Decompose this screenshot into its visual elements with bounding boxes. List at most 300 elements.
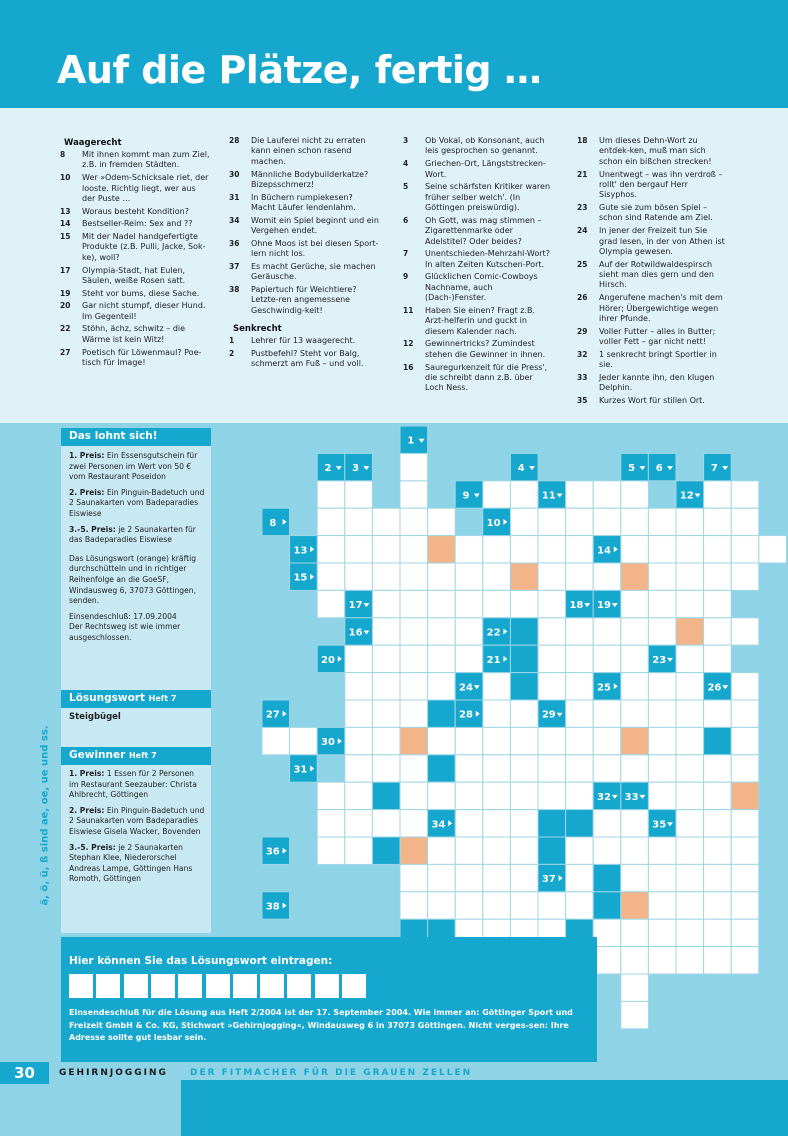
grid-cell[interactable] xyxy=(566,481,594,508)
grid-cell[interactable] xyxy=(372,700,400,727)
grid-cell[interactable] xyxy=(538,645,566,672)
grid-cell[interactable] xyxy=(566,700,594,727)
grid-cell[interactable] xyxy=(372,727,400,754)
solution-cell[interactable] xyxy=(400,727,428,754)
grid-cell[interactable] xyxy=(483,536,511,563)
grid-cell[interactable] xyxy=(566,508,594,535)
grid-cell[interactable] xyxy=(704,481,732,508)
grid-clue-number: 8 xyxy=(269,517,277,529)
clue-number: 37 xyxy=(229,261,240,271)
grid-clue-number: 36 xyxy=(265,846,280,858)
grid-cell[interactable] xyxy=(704,810,732,837)
grid-cell[interactable] xyxy=(648,947,676,974)
grid-cell[interactable] xyxy=(676,892,704,919)
solution-header: Lösungswort Heft 7 xyxy=(61,690,211,708)
grid-cell[interactable] xyxy=(676,508,704,535)
clue-text: Papiertuch für Weichtiere? Letzte-ren angemessene Geschwindig-keit! xyxy=(251,285,357,315)
grid-cell[interactable] xyxy=(317,481,345,508)
magazine-brand: GEHIRNJOGGING xyxy=(59,1068,168,1078)
grid-cell[interactable] xyxy=(400,536,428,563)
grid-cell[interactable] xyxy=(621,947,649,974)
grid-cell[interactable] xyxy=(759,536,787,563)
grid-cell[interactable] xyxy=(483,892,511,919)
grid-cell[interactable] xyxy=(731,481,759,508)
grid-cell[interactable] xyxy=(593,727,621,754)
grid-cell[interactable] xyxy=(648,508,676,535)
grid-cell[interactable] xyxy=(621,755,649,782)
grid-cell[interactable] xyxy=(428,837,456,864)
grid-cell[interactable] xyxy=(372,536,400,563)
grid-cell[interactable] xyxy=(704,700,732,727)
entry-title: Hier können Sie das Lösungswort eintragen: xyxy=(69,955,333,967)
grid-cell[interactable] xyxy=(455,563,483,590)
clue-text: Ohne Moos ist bei diesen Sport-lern nicht los. xyxy=(251,238,379,259)
grid-cell[interactable] xyxy=(593,645,621,672)
clue-number: 38 xyxy=(229,285,240,295)
grid-cell[interactable] xyxy=(648,837,676,864)
grid-cell[interactable] xyxy=(731,727,759,754)
grid-cell[interactable] xyxy=(566,673,594,700)
grid-cell[interactable] xyxy=(676,947,704,974)
grid-cell[interactable] xyxy=(593,563,621,590)
clue-text: Gewinnertricks? Zumindest stehen die Gewinner in ihnen. xyxy=(425,339,546,359)
grid-cell[interactable] xyxy=(510,755,538,782)
grid-cell[interactable] xyxy=(538,618,566,645)
clue-number: 9 xyxy=(403,272,409,282)
grid-cell[interactable] xyxy=(455,810,483,837)
grid-cell[interactable] xyxy=(510,536,538,563)
grid-cell[interactable] xyxy=(731,508,759,535)
block-cell xyxy=(372,782,400,809)
block-cell xyxy=(510,618,538,645)
grid-cell[interactable] xyxy=(538,536,566,563)
grid-cell[interactable] xyxy=(510,810,538,837)
clue-number: 28 xyxy=(229,136,240,145)
grid-cell[interactable] xyxy=(317,810,345,837)
grid-cell[interactable] xyxy=(593,755,621,782)
grid-clue-number: 38 xyxy=(265,901,280,913)
grid-cell[interactable] xyxy=(731,864,759,891)
grid-cell[interactable] xyxy=(400,700,428,727)
clue-text: Pustbefehl? Steht vor Balg, schmerzt am Fuß – und voll. xyxy=(251,348,364,369)
grid-cell[interactable] xyxy=(593,508,621,535)
grid-cell[interactable] xyxy=(400,645,428,672)
solution-cell[interactable] xyxy=(621,892,649,919)
solution-letter-box[interactable] xyxy=(287,974,311,998)
grid-cell[interactable] xyxy=(704,508,732,535)
clue-text: Kurzes Wort für stillen Ort. xyxy=(599,396,705,406)
clue-number: 1 xyxy=(229,336,235,346)
grid-cell[interactable] xyxy=(428,618,456,645)
grid-cell[interactable] xyxy=(510,508,538,535)
grid-cell[interactable] xyxy=(345,563,373,590)
solution-cell[interactable] xyxy=(428,536,456,563)
grid-cell[interactable] xyxy=(704,590,732,617)
grid-cell[interactable] xyxy=(538,508,566,535)
grid-cell[interactable] xyxy=(372,810,400,837)
grid-cell[interactable] xyxy=(345,645,373,672)
grid-cell[interactable] xyxy=(428,892,456,919)
grid-cell[interactable] xyxy=(676,645,704,672)
grid-cell[interactable] xyxy=(566,727,594,754)
grid-cell[interactable] xyxy=(704,782,732,809)
grid-cell[interactable] xyxy=(621,536,649,563)
grid-cell[interactable] xyxy=(538,892,566,919)
clue-text: Gute sie zum bösen Spiel – schon sind Ratende am Ziel. xyxy=(599,203,713,223)
grid-cell[interactable] xyxy=(372,645,400,672)
grid-cell[interactable] xyxy=(621,837,649,864)
grid-cell[interactable] xyxy=(400,810,428,837)
clue-number: 8 xyxy=(60,150,66,159)
grid-cell[interactable] xyxy=(483,563,511,590)
grid-cell[interactable] xyxy=(483,590,511,617)
grid-cell[interactable] xyxy=(648,673,676,700)
prizes-header: Das lohnt sich! xyxy=(61,428,211,446)
grid-clue-number: 17 xyxy=(348,600,363,612)
grid-cell[interactable] xyxy=(400,481,428,508)
grid-cell[interactable] xyxy=(345,481,373,508)
grid-cell[interactable] xyxy=(676,837,704,864)
grid-cell[interactable] xyxy=(648,919,676,946)
grid-cell[interactable] xyxy=(400,755,428,782)
grid-cell[interactable] xyxy=(593,919,621,946)
clue-text: Auf der Rotwildwaldespirsch sieht man dies gern und den Hirsch. xyxy=(599,259,714,290)
solution-entry-box xyxy=(61,937,597,1062)
grid-cell[interactable] xyxy=(621,673,649,700)
grid-cell[interactable] xyxy=(566,645,594,672)
grid-cell[interactable] xyxy=(621,700,649,727)
grid-clue-number: 31 xyxy=(293,764,308,776)
grid-cell[interactable] xyxy=(372,508,400,535)
grid-cell[interactable] xyxy=(510,590,538,617)
grid-cell[interactable] xyxy=(400,453,428,480)
grid-clue-number: 19 xyxy=(597,600,611,612)
grid-cell[interactable] xyxy=(538,673,566,700)
solution-letter-box[interactable] xyxy=(69,974,93,998)
grid-cell[interactable] xyxy=(593,947,621,974)
grid-cell[interactable] xyxy=(345,700,373,727)
grid-cell[interactable] xyxy=(648,618,676,645)
grid-cell[interactable] xyxy=(483,755,511,782)
grid-cell[interactable] xyxy=(400,618,428,645)
grid-cell[interactable] xyxy=(317,590,345,617)
block-cell xyxy=(538,837,566,864)
grid-cell[interactable] xyxy=(566,892,594,919)
grid-cell[interactable] xyxy=(676,782,704,809)
grid-cell[interactable] xyxy=(566,755,594,782)
senkrecht-heading: Senkrecht xyxy=(233,324,282,335)
grid-cell[interactable] xyxy=(538,590,566,617)
prize-text: je 2 Saunakarten für das Badeparadies Eiswiese xyxy=(69,524,196,545)
grid-cell[interactable] xyxy=(455,536,483,563)
grid-clue-number: 23 xyxy=(652,654,667,666)
grid-cell[interactable] xyxy=(731,810,759,837)
grid-cell[interactable] xyxy=(400,590,428,617)
grid-cell[interactable] xyxy=(400,508,428,535)
grid-clue-number: 24 xyxy=(459,682,473,694)
grid-cell[interactable] xyxy=(593,837,621,864)
grid-cell[interactable] xyxy=(510,481,538,508)
legal-text: Der Rechtsweg ist wie immer ausgeschlossen. xyxy=(69,622,181,642)
solution-letter-box[interactable] xyxy=(206,974,230,998)
solution-letter-box[interactable] xyxy=(96,974,120,998)
grid-cell[interactable] xyxy=(345,837,373,864)
grid-cell[interactable] xyxy=(290,727,318,754)
grid-cell[interactable] xyxy=(621,618,649,645)
grid-cell[interactable] xyxy=(400,892,428,919)
grid-cell[interactable] xyxy=(510,727,538,754)
grid-cell[interactable] xyxy=(317,837,345,864)
grid-cell[interactable] xyxy=(621,919,649,946)
grid-clue-number: 32 xyxy=(597,791,611,803)
grid-cell[interactable] xyxy=(621,974,649,1001)
grid-cell[interactable] xyxy=(455,645,483,672)
grid-cell[interactable] xyxy=(428,563,456,590)
grid-cell[interactable] xyxy=(317,782,345,809)
grid-cell[interactable] xyxy=(593,618,621,645)
grid-cell[interactable] xyxy=(731,618,759,645)
grid-cell[interactable] xyxy=(648,864,676,891)
grid-cell[interactable] xyxy=(704,536,732,563)
grid-cell[interactable] xyxy=(621,645,649,672)
grid-cell[interactable] xyxy=(372,618,400,645)
prize-text: Ein Pinguin-Badetuch und 2 Saunakarten vom Badeparadies Eiswiese xyxy=(69,487,205,518)
grid-cell[interactable] xyxy=(731,700,759,727)
grid-cell[interactable] xyxy=(566,864,594,891)
grid-cell[interactable] xyxy=(731,919,759,946)
grid-cell[interactable] xyxy=(483,837,511,864)
grid-cell[interactable] xyxy=(566,837,594,864)
grid-cell[interactable] xyxy=(455,782,483,809)
grid-cell[interactable] xyxy=(262,727,290,754)
grid-clue-number: 16 xyxy=(348,627,363,639)
solution-letter-box[interactable] xyxy=(178,974,202,998)
clue-text: Gar nicht stumpf, dieser Hund. Im Gegenteil! xyxy=(82,301,206,321)
grid-cell[interactable] xyxy=(372,673,400,700)
grid-cell[interactable] xyxy=(538,755,566,782)
grid-cell[interactable] xyxy=(648,700,676,727)
grid-cell[interactable] xyxy=(455,892,483,919)
grid-cell[interactable] xyxy=(621,1001,649,1028)
prize-text: Ein Essensgutschein für zwei Personen im Wert von 50 € vom Restaurant Poseidon xyxy=(69,451,198,482)
entry-text: Einsendeschluß für die Lösung aus Heft 2/2004 ist der 17. September 2004. Wie immer an: Göttinger Sport und Freizeit GmbH & Co. KG, Stichwort »Gehirnjogging«, Windausweg 6 in 37073 Göttingen. Nicht verges-sen: Ihre Adresse sollte gut lesbar sein. xyxy=(69,1008,573,1042)
grid-cell[interactable] xyxy=(648,755,676,782)
clue-text: Poetisch für Löwenmaul? Poe-tisch für Image! xyxy=(82,347,202,367)
grid-cell[interactable] xyxy=(372,563,400,590)
block-cell xyxy=(510,645,538,672)
grid-cell[interactable] xyxy=(704,618,732,645)
grid-cell[interactable] xyxy=(731,837,759,864)
grid-cell[interactable] xyxy=(317,563,345,590)
grid-cell[interactable] xyxy=(648,536,676,563)
grid-cell[interactable] xyxy=(400,563,428,590)
grid-cell[interactable] xyxy=(593,700,621,727)
clue-number: 25 xyxy=(577,259,588,269)
grid-cell[interactable] xyxy=(676,700,704,727)
grid-cell[interactable] xyxy=(455,864,483,891)
grid-cell[interactable] xyxy=(455,755,483,782)
solution-cell[interactable] xyxy=(731,782,759,809)
grid-cell[interactable] xyxy=(400,864,428,891)
grid-cell[interactable] xyxy=(428,645,456,672)
solution-letter-box[interactable] xyxy=(233,974,257,998)
block-cell xyxy=(428,700,456,727)
grid-cell[interactable] xyxy=(455,590,483,617)
grid-clue-number: 13 xyxy=(293,545,308,557)
grid-clue-number: 33 xyxy=(624,791,639,803)
grid-cell[interactable] xyxy=(676,673,704,700)
grid-cell[interactable] xyxy=(483,727,511,754)
grid-cell[interactable] xyxy=(510,700,538,727)
grid-cell[interactable] xyxy=(648,782,676,809)
grid-cell[interactable] xyxy=(455,837,483,864)
grid-cell[interactable] xyxy=(593,481,621,508)
solution-letter-box[interactable] xyxy=(260,974,284,998)
grid-cell[interactable] xyxy=(345,508,373,535)
grid-cell[interactable] xyxy=(455,727,483,754)
instructions-text: Das Lösungswort (orange) kräftig durchschütteln und in richtiger Reihenfolge an die GoeSF, Windausweg 6, 37073 Göttingen, senden. xyxy=(69,553,197,606)
grid-cell[interactable] xyxy=(593,810,621,837)
grid-cell[interactable] xyxy=(538,727,566,754)
grid-cell[interactable] xyxy=(483,864,511,891)
grid-cell[interactable] xyxy=(428,508,456,535)
grid-cell[interactable] xyxy=(731,563,759,590)
solution-cell[interactable] xyxy=(621,563,649,590)
grid-cell[interactable] xyxy=(704,864,732,891)
grid-cell[interactable] xyxy=(372,590,400,617)
grid-cell[interactable] xyxy=(676,864,704,891)
grid-clue-number: 10 xyxy=(486,517,501,529)
clue-text: Oh Gott, was mag stimmen – Zigarettenmarke oder Adelstitel? Oder beides? xyxy=(425,215,542,246)
grid-cell[interactable] xyxy=(704,947,732,974)
grid-cell[interactable] xyxy=(731,892,759,919)
grid-cell[interactable] xyxy=(566,563,594,590)
grid-cell[interactable] xyxy=(676,536,704,563)
grid-cell[interactable] xyxy=(510,864,538,891)
grid-cell[interactable] xyxy=(428,864,456,891)
grid-cell[interactable] xyxy=(317,536,345,563)
grid-cell[interactable] xyxy=(566,536,594,563)
grid-cell[interactable] xyxy=(676,563,704,590)
grid-cell[interactable] xyxy=(400,673,428,700)
grid-cell[interactable] xyxy=(400,782,428,809)
grid-cell[interactable] xyxy=(731,947,759,974)
grid-cell[interactable] xyxy=(648,563,676,590)
grid-cell[interactable] xyxy=(648,892,676,919)
grid-cell[interactable] xyxy=(648,590,676,617)
grid-cell[interactable] xyxy=(676,755,704,782)
prize-text: je 2 Saunakarten Stephan Klee, Niederorschel Andreas Lampe, Göttingen Hans Romoth, Göttingen xyxy=(69,842,193,884)
grid-cell[interactable] xyxy=(731,755,759,782)
clue-number: 26 xyxy=(577,293,588,303)
grid-cell[interactable] xyxy=(455,618,483,645)
clue-text: Olympia-Stadt, hat Eulen, Säulen, weiße Rosen satt. xyxy=(82,265,186,285)
solution-cell[interactable] xyxy=(676,618,704,645)
grid-cell[interactable] xyxy=(510,892,538,919)
grid-cell[interactable] xyxy=(428,727,456,754)
grid-cell[interactable] xyxy=(704,892,732,919)
grid-cell[interactable] xyxy=(648,727,676,754)
grid-cell[interactable] xyxy=(428,590,456,617)
grid-cell[interactable] xyxy=(345,755,373,782)
grid-clue-number: 11 xyxy=(541,490,556,502)
grid-cell[interactable] xyxy=(676,810,704,837)
grid-cell[interactable] xyxy=(483,481,511,508)
grid-cell[interactable] xyxy=(704,645,732,672)
clue-number: 19 xyxy=(60,288,71,298)
grid-cell[interactable] xyxy=(345,727,373,754)
grid-cell[interactable] xyxy=(372,755,400,782)
prize-label: 1. Preis: xyxy=(69,451,105,460)
solution-cell[interactable] xyxy=(621,727,649,754)
grid-cell[interactable] xyxy=(345,810,373,837)
grid-cell[interactable] xyxy=(704,837,732,864)
grid-cell[interactable] xyxy=(566,618,594,645)
solution-letter-box[interactable] xyxy=(342,974,366,998)
grid-cell[interactable] xyxy=(483,700,511,727)
grid-cell[interactable] xyxy=(621,481,649,508)
clue-text: Mit ihnen kommt man zum Ziel, z.B. in fremden Städten. xyxy=(82,150,210,170)
grid-cell[interactable] xyxy=(345,782,373,809)
grid-cell[interactable] xyxy=(731,536,759,563)
clue-number: 33 xyxy=(577,372,588,382)
grid-cell[interactable] xyxy=(676,727,704,754)
grid-cell[interactable] xyxy=(566,782,594,809)
grid-cell[interactable] xyxy=(704,919,732,946)
grid-clue-number: 20 xyxy=(321,654,335,666)
clue-text: In jener der Freizeit tun Sie grad lesen, in der von Athen ist Olympia gewesen. xyxy=(599,226,725,256)
grid-cell[interactable] xyxy=(483,673,511,700)
solution-cell[interactable] xyxy=(400,837,428,864)
grid-cell[interactable] xyxy=(510,837,538,864)
prize-label: 2. Preis: xyxy=(69,805,105,815)
clue-text: Womit ein Spiel beginnt und ein Vergehen endet. xyxy=(251,215,379,236)
grid-cell[interactable] xyxy=(676,590,704,617)
grid-cell[interactable] xyxy=(704,755,732,782)
grid-cell[interactable] xyxy=(483,810,511,837)
solution-cell[interactable] xyxy=(510,563,538,590)
clue-text: Voller Futter – alles in Butter; voller Fett – gar nicht nett! xyxy=(599,326,716,347)
grid-cell[interactable] xyxy=(510,782,538,809)
clue-number: 34 xyxy=(229,215,240,225)
grid-cell[interactable] xyxy=(704,563,732,590)
solution-word: Steigbügel xyxy=(69,712,121,722)
solution-letter-box[interactable] xyxy=(315,974,339,998)
grid-cell[interactable] xyxy=(621,590,649,617)
grid-cell[interactable] xyxy=(621,810,649,837)
grid-cell[interactable] xyxy=(428,673,456,700)
grid-cell[interactable] xyxy=(538,563,566,590)
grid-clue-number: 22 xyxy=(486,627,501,639)
grid-cell[interactable] xyxy=(428,782,456,809)
grid-cell[interactable] xyxy=(731,673,759,700)
grid-cell[interactable] xyxy=(621,864,649,891)
grid-cell[interactable] xyxy=(621,508,649,535)
grid-clue-number: 18 xyxy=(569,600,584,612)
grid-cell[interactable] xyxy=(317,508,345,535)
clue-text: In Büchern rumpiekesen? Macht Läufer lendenlahm. xyxy=(251,192,356,213)
grid-cell[interactable] xyxy=(345,536,373,563)
solution-letter-box[interactable] xyxy=(124,974,148,998)
clue-number: 36 xyxy=(229,238,240,248)
grid-cell[interactable] xyxy=(538,782,566,809)
grid-clue-number: 7 xyxy=(710,463,718,475)
grid-clue-number: 28 xyxy=(459,709,473,721)
grid-cell[interactable] xyxy=(483,782,511,809)
grid-cell[interactable] xyxy=(345,673,373,700)
solution-letter-box[interactable] xyxy=(151,974,175,998)
grid-cell[interactable] xyxy=(676,919,704,946)
